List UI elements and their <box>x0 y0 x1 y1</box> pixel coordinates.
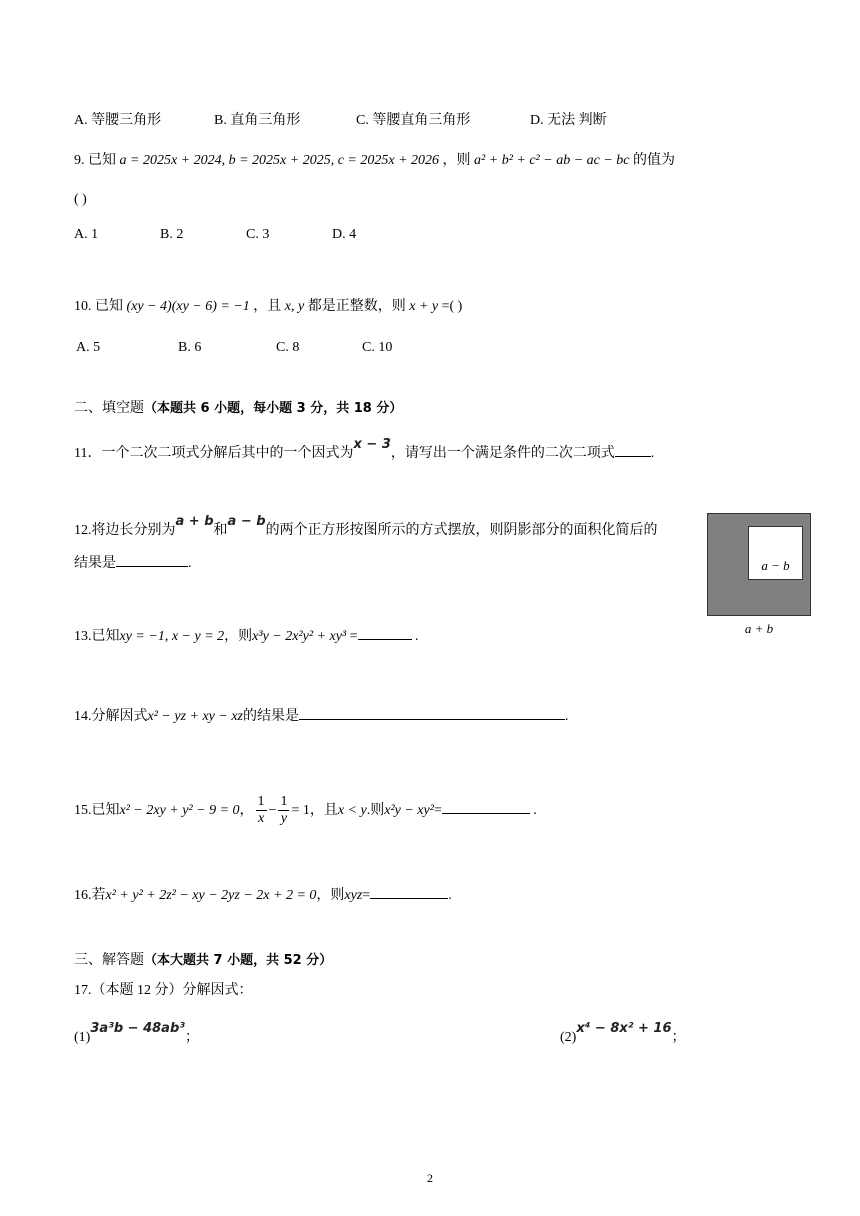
q15-frac2-denominator: y <box>280 811 288 827</box>
q15-eq1: = 1 <box>291 803 310 818</box>
q9-option-a: A. 1 <box>74 227 99 242</box>
question-11 <box>74 437 655 464</box>
q17-part-1-expression: 3a³b − 48ab³ <box>90 1021 185 1036</box>
q15-eq: = <box>433 803 442 818</box>
q13-eq: = <box>346 629 358 644</box>
q12-outer-label: a + b <box>744 621 774 636</box>
q13-given: xy = −1, x − y = 2 <box>119 629 225 644</box>
q15-expression: x² − 2xy + y² − 9 = 0 <box>119 803 240 818</box>
q15-condition: x < y <box>337 803 367 818</box>
q11-prefix: 11．一个二次二项式分解后其中的一个因式为 <box>74 446 354 461</box>
q16-prefix: 16.若 <box>74 888 106 903</box>
q12-side-2: a − b <box>227 514 266 529</box>
q15-answer-blank[interactable] <box>442 799 530 814</box>
q15-target: x²y − xy² <box>384 803 434 818</box>
q15-fraction-1 <box>256 794 267 827</box>
q12-inner-label: a − b <box>761 558 790 573</box>
q11-suffix: ，请写出一个满足条件的二次二项式 <box>390 446 615 461</box>
q9-option-b: B. 2 <box>160 227 184 242</box>
q11-answer-blank[interactable] <box>615 442 651 457</box>
q8-option-d: D. 无法 判断 <box>530 113 607 128</box>
section-2-scoring: （本题共 6 小题，每小题 3 分，共 18 分） <box>144 401 403 416</box>
q9-option-d: D. 4 <box>332 227 357 242</box>
q10-vars: x, y <box>284 299 305 314</box>
question-12 <box>74 514 658 541</box>
q8-option-a: A. 等腰三角形 <box>74 113 162 128</box>
q9-answer-paren: ( ) <box>74 192 87 207</box>
q9-prefix: 9. 已知 <box>74 153 116 168</box>
q8-option-b: B. 直角三角形 <box>214 113 301 128</box>
q17-part-1-end: ； <box>184 1030 199 1045</box>
q15-comma: ， <box>239 803 254 818</box>
question-17-stem: 17.（本题 12 分）分解因式： <box>74 983 253 998</box>
q10-expression: (xy − 4)(xy − 6) = −1 <box>126 299 250 314</box>
q17-part-1 <box>74 1021 199 1048</box>
question-15 <box>74 790 537 832</box>
q15-minus: − <box>268 803 277 818</box>
q12-line-2 <box>74 552 192 574</box>
q16-eq: = <box>362 888 371 903</box>
section-3-scoring: （本大题共 7 小题，共 52 分） <box>144 953 333 968</box>
q9-expression: a = 2025x + 2024, b = 2025x + 2025, c = 2025x + 2026 <box>119 153 440 168</box>
q10-option-c: C. 8 <box>276 340 300 355</box>
q10-prefix: 10. 已知 <box>74 299 123 314</box>
q8-option-c: C. 等腰直角三角形 <box>356 113 471 128</box>
q14-prefix: 14.分解因式 <box>74 709 148 724</box>
q9-option-c: C. 3 <box>246 227 270 242</box>
q16-end: . <box>448 888 452 903</box>
q15-end: . <box>529 803 537 818</box>
q14-suffix: 的结果是 <box>243 709 300 724</box>
q12-squares-figure <box>707 513 811 616</box>
q15-frac1-denominator: x <box>257 811 265 827</box>
q12-prefix: 12.将边长分别为 <box>74 523 176 538</box>
q10-mid: ，且 <box>253 299 282 314</box>
q16-answer-blank[interactable] <box>370 884 448 899</box>
question-16 <box>74 884 452 906</box>
q12-side-1: a + b <box>175 514 214 529</box>
q10-option-a: A. 5 <box>76 340 101 355</box>
q15-mid: ，且 <box>309 803 338 818</box>
question-14 <box>74 705 569 727</box>
q11-end: . <box>650 446 655 461</box>
section-3-title: 三、解答题 <box>74 953 144 968</box>
q17-part-2-end: ； <box>671 1030 686 1045</box>
q10-cond: 都是正整数，则 <box>307 299 406 314</box>
q17-part-2-expression: x⁴ − 8x² + 16 <box>576 1021 672 1036</box>
q16-target: xyz <box>344 888 363 903</box>
q10-suffix: =( ) <box>441 299 463 314</box>
q13-answer-blank[interactable] <box>358 625 412 640</box>
q12-line-2-text: 结果是 <box>74 556 116 571</box>
q14-answer-blank[interactable] <box>299 705 565 720</box>
q16-expression: x² + y² + 2z² − xy − 2yz − 2x + 2 = 0 <box>105 888 317 903</box>
q17-part-1-label: (1) <box>74 1030 91 1045</box>
q12-end: . <box>188 556 192 571</box>
q10-option-b: B. 6 <box>178 340 202 355</box>
question-9 <box>74 151 675 171</box>
q12-and: 和 <box>213 523 228 538</box>
q13-target: x³y − 2x²y² + xy³ <box>252 629 347 644</box>
section-2-title: 二、填空题 <box>74 401 144 416</box>
q9-target: a² + b² + c² − ab − ac − bc <box>474 153 630 168</box>
q9-suffix: 的值为 <box>633 153 676 168</box>
q12-inner-square <box>748 526 803 580</box>
section-2-heading <box>74 399 402 419</box>
q10-target: x + y <box>409 299 439 314</box>
q15-frac1-numerator: 1 <box>257 794 265 810</box>
q13-prefix: 13.已知 <box>74 629 120 644</box>
q14-expression: x² − yz + xy − xz <box>147 709 244 724</box>
q13-mid: ，则 <box>224 629 253 644</box>
q9-mid: ，则 <box>442 153 471 168</box>
q12-answer-blank[interactable] <box>116 552 188 567</box>
q13-end: . <box>411 629 419 644</box>
question-13 <box>74 625 419 647</box>
q15-prefix: 15.已知 <box>74 803 120 818</box>
q15-fraction-2 <box>278 794 289 827</box>
q10-option-d: C. 10 <box>362 340 393 355</box>
q16-mid: ，则 <box>316 888 345 903</box>
q12-suffix: 的两个正方形按图所示的方式摆放，则阴影部分的面积化简后的 <box>265 523 658 538</box>
page-number: 2 <box>427 1171 433 1185</box>
q15-then: .则 <box>366 803 385 818</box>
section-3-heading <box>74 951 332 971</box>
q17-part-2-label: (2) <box>560 1030 577 1045</box>
q14-end: . <box>565 709 569 724</box>
q11-factor: x − 3 <box>353 437 391 452</box>
q15-frac2-numerator: 1 <box>280 794 288 810</box>
question-10 <box>74 297 462 317</box>
q17-part-2 <box>560 1021 686 1048</box>
